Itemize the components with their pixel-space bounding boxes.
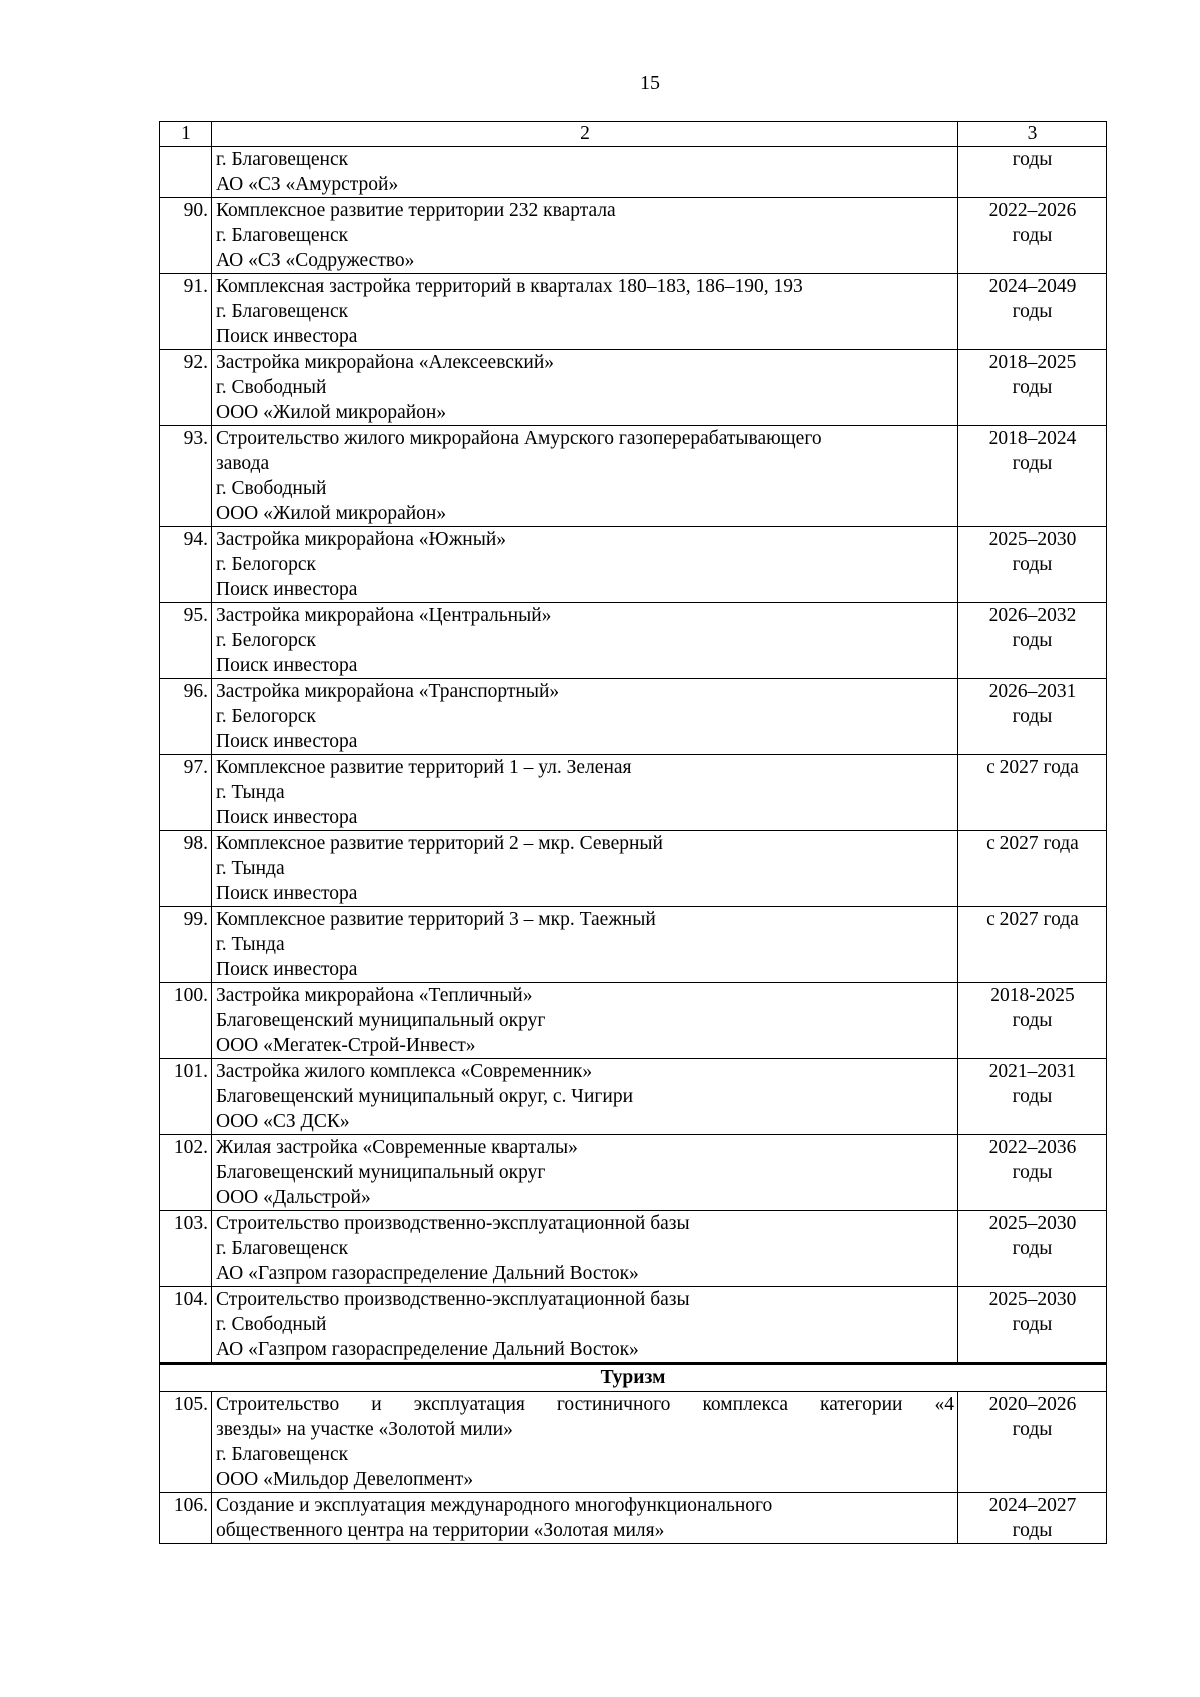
description-line: г. Свободный (216, 478, 327, 499)
description-line: ООО «Мильдор Девелопмент» (216, 1469, 474, 1490)
description-line: Комплексное развитие территории 232 квартала (216, 200, 616, 221)
description-line: АО «СЗ «Содружество» (216, 250, 415, 271)
implementation-period (958, 1392, 1107, 1493)
description-line: г. Белогорск (216, 554, 317, 575)
project-description (212, 198, 958, 274)
row-number: 93. (160, 426, 212, 527)
description-line: Застройка микрорайона «Транспортный» (216, 681, 560, 702)
description-line: Поиск инвестора (216, 326, 358, 347)
table-row (160, 527, 1107, 603)
row-number: 99. (160, 907, 212, 983)
row-number: 96. (160, 679, 212, 755)
projects-table (159, 121, 1107, 1544)
period-line: годы (1012, 706, 1053, 727)
project-description (212, 274, 958, 350)
project-description (212, 679, 958, 755)
description-line: г. Свободный (216, 1314, 327, 1335)
table-body (160, 122, 1107, 1544)
row-number: 106. (160, 1493, 212, 1544)
description-line: г. Благовещенск (216, 1444, 349, 1465)
project-description (212, 983, 958, 1059)
implementation-period (958, 1287, 1107, 1364)
implementation-period (958, 1211, 1107, 1287)
period-line: годы (1012, 1520, 1053, 1541)
implementation-period (958, 983, 1107, 1059)
implementation-period (958, 198, 1107, 274)
project-description (212, 907, 958, 983)
description-line: Комплексная застройка территорий в кварталах 180–183, 186–190, 193 (216, 276, 803, 297)
description-line: Создание и эксплуатация международного многофункционального (216, 1495, 773, 1516)
description-line: АО «Газпром газораспределение Дальний Восток» (216, 1339, 639, 1360)
row-number: 90. (160, 198, 212, 274)
table-row (160, 147, 1107, 198)
row-number: 95. (160, 603, 212, 679)
description-line: Застройка микрорайона «Алексеевский» (216, 352, 555, 373)
period-line: годы (1012, 1419, 1053, 1440)
implementation-period (958, 1493, 1107, 1544)
implementation-period (958, 907, 1107, 983)
table-row (160, 350, 1107, 426)
description-line: ООО «СЗ ДСК» (216, 1111, 350, 1132)
description-line: Поиск инвестора (216, 731, 358, 752)
description-line: Строительство жилого микрорайона Амурского газоперерабатывающего (216, 428, 822, 449)
description-line: Жилая застройка «Современные кварталы» (216, 1137, 578, 1158)
description-line: ООО «Мегатек-Строй-Инвест» (216, 1035, 476, 1056)
period-line: годы (1012, 453, 1053, 474)
column-header: 1 (160, 122, 212, 147)
description-line: Благовещенский муниципальный округ (216, 1162, 546, 1183)
period-line: годы (1012, 1238, 1053, 1259)
description-line: АО «СЗ «Амурстрой» (216, 174, 399, 195)
implementation-period (958, 426, 1107, 527)
row-number: 92. (160, 350, 212, 426)
row-number: 94. (160, 527, 212, 603)
period-line: 2026–2032 (988, 605, 1077, 626)
implementation-period (958, 274, 1107, 350)
table-row (160, 907, 1107, 983)
period-line: 2022–2026 (988, 200, 1077, 221)
description-line: Комплексное развитие территорий 2 – мкр. Северный (216, 833, 663, 854)
period-line: 2018-2025 (990, 985, 1075, 1006)
implementation-period (958, 1059, 1107, 1135)
description-line: Строительство производственно-эксплуатационной базы (216, 1213, 690, 1234)
project-description (212, 755, 958, 831)
description-line: Застройка микрорайона «Южный» (216, 529, 507, 550)
description-line: г. Благовещенск (216, 149, 349, 170)
table-row (160, 831, 1107, 907)
row-number: 102. (160, 1135, 212, 1211)
table-row (160, 426, 1107, 527)
period-line: 2020–2026 (988, 1394, 1077, 1415)
period-line: с 2027 года (986, 833, 1079, 854)
column-header: 2 (212, 122, 958, 147)
period-line: 2025–2030 (988, 1289, 1077, 1310)
period-line: годы (1012, 1162, 1053, 1183)
period-line: 2021–2031 (988, 1061, 1077, 1082)
description-line: ООО «Жилой микрорайон» (216, 503, 447, 524)
implementation-period (958, 831, 1107, 907)
table-row (160, 603, 1107, 679)
period-line: 2025–2030 (988, 1213, 1077, 1234)
description-line: Застройка микрорайона «Тепличный» (216, 985, 533, 1006)
description-line: г. Благовещенск (216, 1238, 349, 1259)
column-header: 3 (958, 122, 1107, 147)
row-number: 97. (160, 755, 212, 831)
description-line: г. Белогорск (216, 630, 317, 651)
description-line: АО «Газпром газораспределение Дальний Восток» (216, 1263, 639, 1284)
implementation-period (958, 679, 1107, 755)
description-line: г. Белогорск (216, 706, 317, 727)
period-line: 2026–2031 (988, 681, 1077, 702)
description-line: г. Тында (216, 858, 285, 879)
page-number: 15 (640, 72, 660, 94)
project-description (212, 1287, 958, 1364)
description-line: ООО «Дальстрой» (216, 1187, 371, 1208)
table-header-row (160, 122, 1107, 147)
description-line: Строительство и эксплуатация гостиничного комплекса категории «4 (216, 1394, 954, 1415)
period-line: годы (1012, 1010, 1053, 1031)
description-line: Благовещенский муниципальный округ (216, 1010, 546, 1031)
period-line: 2025–2030 (988, 529, 1077, 550)
description-line: г. Благовещенск (216, 225, 349, 246)
period-line: с 2027 года (986, 757, 1079, 778)
description-line: г. Свободный (216, 377, 327, 398)
table-row (160, 679, 1107, 755)
description-line: Застройка жилого комплекса «Современник» (216, 1061, 593, 1082)
description-line: звезды» на участке «Золотой мили» (216, 1419, 513, 1440)
description-line: Поиск инвестора (216, 655, 358, 676)
table-row (160, 1059, 1107, 1135)
project-description (212, 1059, 958, 1135)
implementation-period (958, 147, 1107, 198)
project-description (212, 350, 958, 426)
table-row (160, 1135, 1107, 1211)
project-description (212, 527, 958, 603)
row-number: 101. (160, 1059, 212, 1135)
implementation-period (958, 603, 1107, 679)
implementation-period (958, 350, 1107, 426)
implementation-period (958, 527, 1107, 603)
table-row (160, 1287, 1107, 1364)
description-line: Благовещенский муниципальный округ, с. Чигири (216, 1086, 634, 1107)
description-line: г. Тында (216, 782, 285, 803)
period-line: с 2027 года (986, 909, 1079, 930)
project-description (212, 1392, 958, 1493)
table-row (160, 755, 1107, 831)
period-line: 2022–2036 (988, 1137, 1077, 1158)
description-line: г. Благовещенск (216, 301, 349, 322)
period-line: 2018–2025 (988, 352, 1077, 373)
period-line: годы (1012, 225, 1053, 246)
period-line: годы (1012, 1314, 1053, 1335)
project-description (212, 1211, 958, 1287)
project-description (212, 1135, 958, 1211)
implementation-period (958, 1135, 1107, 1211)
period-line: 2018–2024 (988, 428, 1077, 449)
row-number (160, 147, 212, 198)
period-line: годы (1012, 630, 1053, 651)
implementation-period (958, 755, 1107, 831)
row-number: 91. (160, 274, 212, 350)
description-line: Поиск инвестора (216, 807, 358, 828)
table-row (160, 1211, 1107, 1287)
description-line: ООО «Жилой микрорайон» (216, 402, 447, 423)
section-row (160, 1364, 1107, 1392)
row-number: 100. (160, 983, 212, 1059)
project-description (212, 426, 958, 527)
table-row (160, 1493, 1107, 1544)
table-row (160, 983, 1107, 1059)
period-line: 2024–2049 (988, 276, 1077, 297)
period-line: годы (1012, 1086, 1053, 1107)
table-row (160, 198, 1107, 274)
description-line: г. Тында (216, 934, 285, 955)
period-line: годы (1012, 149, 1053, 170)
description-line: Поиск инвестора (216, 883, 358, 904)
project-description (212, 603, 958, 679)
description-line: Комплексное развитие территорий 1 – ул. Зеленая (216, 757, 632, 778)
project-description (212, 147, 958, 198)
period-line: годы (1012, 554, 1053, 575)
period-line: 2024–2027 (988, 1495, 1077, 1516)
description-line: Строительство производственно-эксплуатационной базы (216, 1289, 690, 1310)
section-title: Туризм (160, 1364, 1107, 1392)
period-line: годы (1012, 377, 1053, 398)
row-number: 105. (160, 1392, 212, 1493)
project-description (212, 831, 958, 907)
description-line: общественного центра на территории «Золотая миля» (216, 1520, 665, 1541)
row-number: 103. (160, 1211, 212, 1287)
row-number: 104. (160, 1287, 212, 1364)
table-row (160, 1392, 1107, 1493)
table-row (160, 274, 1107, 350)
description-line: Поиск инвестора (216, 579, 358, 600)
description-line: завода (216, 453, 270, 474)
project-description (212, 1493, 958, 1544)
period-line: годы (1012, 301, 1053, 322)
description-line: Поиск инвестора (216, 959, 358, 980)
description-line: Застройка микрорайона «Центральный» (216, 605, 552, 626)
description-line: Комплексное развитие территорий 3 – мкр. Таежный (216, 909, 656, 930)
row-number: 98. (160, 831, 212, 907)
